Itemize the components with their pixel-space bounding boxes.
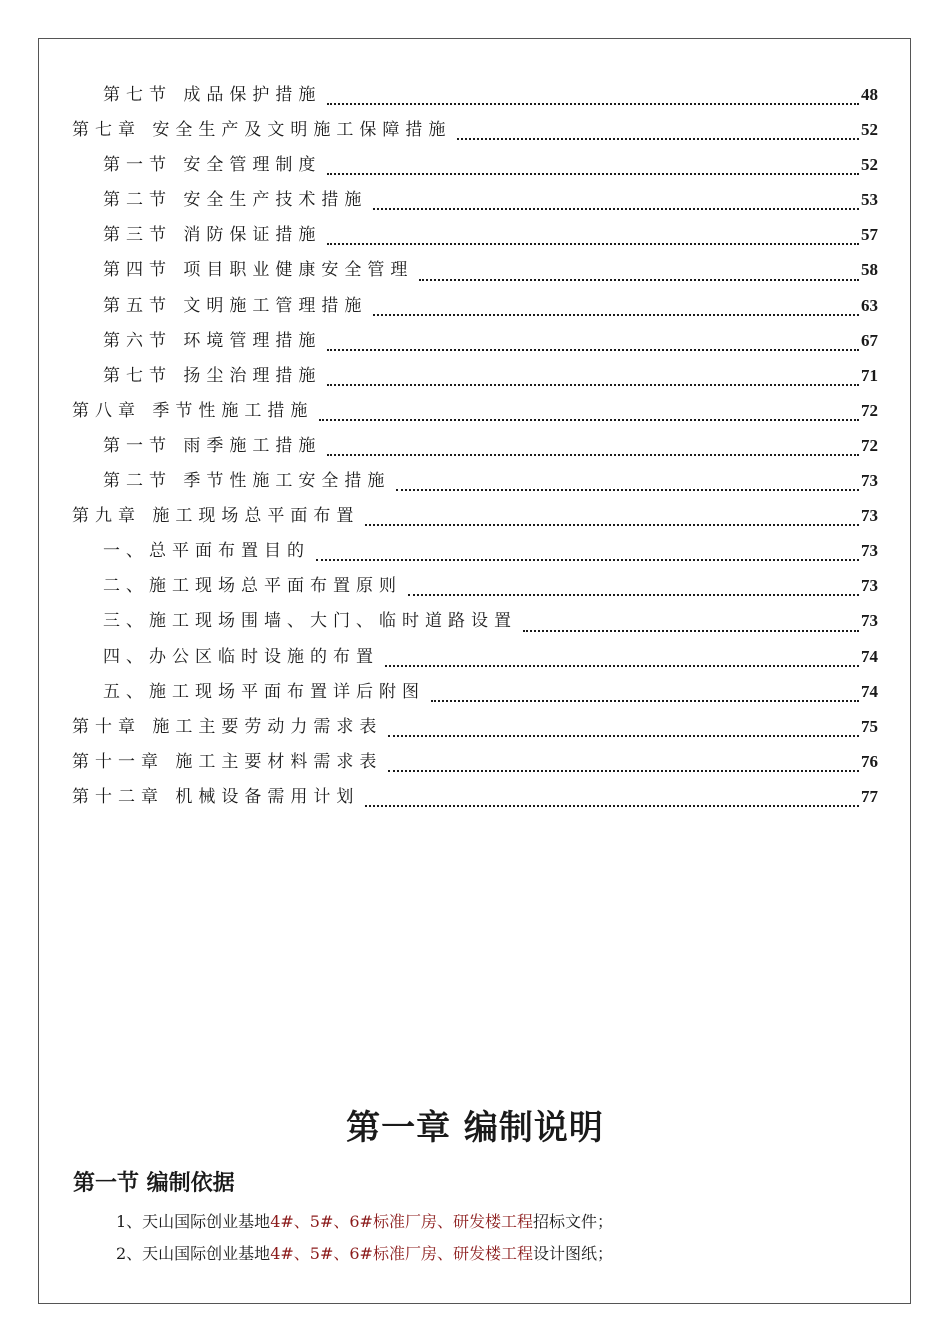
toc-entry-title: 第九章 施工现场总平面布置 bbox=[72, 506, 360, 527]
toc-entry[interactable] bbox=[72, 326, 878, 361]
toc-entry-title: 第四节 项目职业健康安全管理 bbox=[103, 260, 414, 281]
toc-entry-title: 第十章 施工主要劳动力需求表 bbox=[72, 716, 383, 737]
toc-dot-leader bbox=[396, 489, 859, 491]
toc-entry-page-number: 75 bbox=[861, 716, 878, 736]
toc-entry[interactable] bbox=[72, 291, 878, 326]
basis-item-prefix: 2、天山国际创业基地 bbox=[116, 1244, 271, 1263]
toc-entry-title: 二、施工现场总平面布置原则 bbox=[103, 576, 402, 597]
toc-entry-page-number: 73 bbox=[861, 506, 878, 526]
basis-item-project-name: 4#、5#、6#标准厂房、研发楼工程 bbox=[270, 1244, 533, 1263]
toc-entry[interactable] bbox=[72, 501, 878, 536]
basis-item-project-name: 4#、5#、6#标准厂房、研发楼工程 bbox=[270, 1212, 533, 1231]
toc-entry-page-number: 58 bbox=[861, 260, 878, 280]
toc-entry-page-number: 63 bbox=[861, 295, 878, 315]
toc-dot-leader bbox=[327, 349, 859, 351]
toc-entry[interactable] bbox=[72, 642, 878, 677]
toc-dot-leader bbox=[365, 524, 859, 526]
toc-entry[interactable] bbox=[72, 606, 878, 641]
toc-dot-leader bbox=[388, 770, 859, 772]
toc-entry-page-number: 71 bbox=[861, 365, 878, 385]
toc-entry[interactable] bbox=[72, 396, 878, 431]
toc-entry[interactable] bbox=[72, 220, 878, 255]
basis-list bbox=[116, 1208, 613, 1272]
toc-dot-leader bbox=[373, 208, 859, 210]
toc-entry[interactable] bbox=[72, 712, 878, 747]
toc-dot-leader bbox=[385, 665, 859, 667]
toc-entry-title: 三、施工现场围墙、大门、临时道路设置 bbox=[103, 611, 517, 632]
toc-entry-page-number: 67 bbox=[861, 330, 878, 350]
toc-entry-page-number: 52 bbox=[861, 155, 878, 175]
toc-dot-leader bbox=[408, 594, 859, 596]
toc-entry-page-number: 74 bbox=[861, 681, 878, 701]
toc-dot-leader bbox=[327, 454, 859, 456]
toc-dot-leader bbox=[419, 279, 859, 281]
toc-dot-leader bbox=[523, 630, 859, 632]
basis-item-suffix: 设计图纸； bbox=[532, 1244, 613, 1263]
basis-item bbox=[116, 1208, 613, 1240]
toc-entry[interactable] bbox=[72, 185, 878, 220]
toc-entry-page-number: 57 bbox=[861, 225, 878, 245]
toc-entry[interactable] bbox=[72, 571, 878, 606]
toc-entry-title: 第三节 消防保证措施 bbox=[103, 225, 322, 246]
toc-entry-page-number: 48 bbox=[861, 85, 878, 104]
toc-entry-title: 第七节 扬尘治理措施 bbox=[103, 365, 322, 386]
toc-entry-page-number: 72 bbox=[861, 435, 878, 455]
toc-entry[interactable] bbox=[72, 361, 878, 396]
toc-dot-leader bbox=[388, 735, 859, 737]
toc-entry[interactable] bbox=[72, 782, 878, 817]
toc-entry-page-number: 73 bbox=[861, 576, 878, 596]
toc-entry[interactable] bbox=[72, 115, 878, 150]
toc-entry-title: 第五节 文明施工管理措施 bbox=[103, 295, 368, 316]
toc-entry-title: 第一节 雨季施工措施 bbox=[103, 435, 322, 456]
toc-entry[interactable] bbox=[72, 677, 878, 712]
toc-entry-title: 第二节 安全生产技术措施 bbox=[103, 190, 368, 211]
toc-dot-leader bbox=[327, 103, 859, 105]
toc-entry-title: 第二节 季节性施工安全措施 bbox=[103, 471, 391, 492]
toc-entry[interactable] bbox=[72, 80, 878, 115]
toc-entry[interactable] bbox=[72, 466, 878, 501]
toc-entry-title: 第七节 成品保护措施 bbox=[103, 85, 322, 105]
basis-item-suffix: 招标文件； bbox=[532, 1212, 613, 1231]
chapter-title: 第一章 编制说明 bbox=[346, 1108, 604, 1148]
toc-entry-page-number: 73 bbox=[861, 541, 878, 561]
toc-entry[interactable] bbox=[72, 536, 878, 571]
toc-entry-title: 第十一章 施工主要材料需求表 bbox=[72, 751, 383, 772]
toc-dot-leader bbox=[327, 243, 859, 245]
toc-entry-title: 第七章 安全生产及文明施工保障措施 bbox=[72, 120, 452, 141]
basis-item-prefix: 1、天山国际创业基地 bbox=[116, 1212, 271, 1231]
toc-entry-page-number: 73 bbox=[861, 471, 878, 491]
toc-dot-leader bbox=[327, 173, 859, 175]
section-title: 第一节 编制依据 bbox=[73, 1171, 235, 1196]
basis-item bbox=[116, 1240, 613, 1272]
toc-entry-title: 四、办公区临时设施的布置 bbox=[103, 646, 379, 667]
toc-entry[interactable] bbox=[72, 255, 878, 290]
toc-entry[interactable] bbox=[72, 150, 878, 185]
toc-entry-page-number: 53 bbox=[861, 190, 878, 210]
toc-dot-leader bbox=[316, 559, 859, 561]
toc-entry[interactable] bbox=[72, 747, 878, 782]
toc-entry-page-number: 76 bbox=[861, 751, 878, 771]
toc-entry-page-number: 52 bbox=[861, 120, 878, 140]
toc-entry-title: 第十二章 机械设备需用计划 bbox=[72, 786, 360, 807]
toc-dot-leader bbox=[319, 419, 859, 421]
toc-dot-leader bbox=[431, 700, 859, 702]
toc-dot-leader bbox=[373, 314, 859, 316]
toc-entry[interactable] bbox=[72, 431, 878, 466]
toc-entry-title: 一、总平面布置目的 bbox=[103, 541, 310, 562]
table-of-contents bbox=[72, 80, 878, 817]
toc-entry-title: 五、施工现场平面布置详后附图 bbox=[103, 681, 425, 702]
toc-entry-page-number: 77 bbox=[861, 786, 878, 806]
toc-entry-page-number: 73 bbox=[861, 611, 878, 631]
toc-dot-leader bbox=[327, 384, 859, 386]
toc-entry-title: 第一节 安全管理制度 bbox=[103, 155, 322, 176]
toc-dot-leader bbox=[365, 805, 859, 807]
toc-entry-page-number: 74 bbox=[861, 646, 878, 666]
toc-dot-leader bbox=[457, 138, 859, 140]
toc-entry-page-number: 72 bbox=[861, 400, 878, 420]
toc-entry-title: 第八章 季节性施工措施 bbox=[72, 400, 314, 421]
toc-entry-title: 第六节 环境管理措施 bbox=[103, 330, 322, 351]
